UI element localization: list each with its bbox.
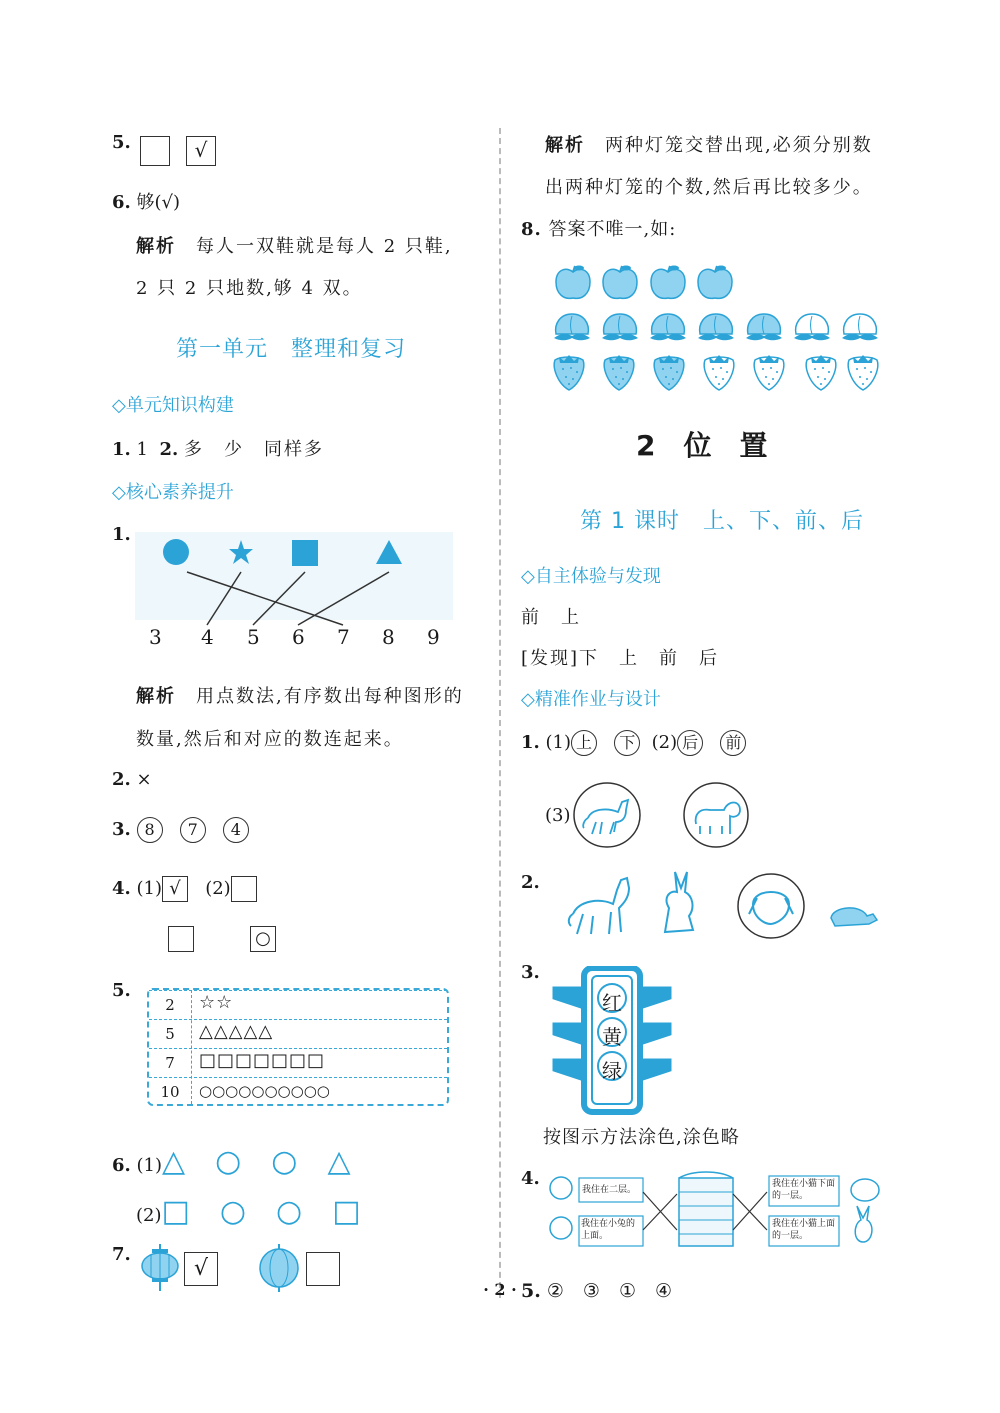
q4-number: 4. <box>112 878 131 899</box>
q2-number: 2. <box>112 769 131 790</box>
answer-box <box>140 136 170 166</box>
r5-number: 5. <box>521 1280 541 1302</box>
speech-bubble: 我住在小兔的上面。 <box>581 1219 636 1241</box>
answer-box <box>231 876 257 902</box>
r1-part1: (1) <box>545 732 572 753</box>
horse-icon <box>569 878 629 934</box>
shape-sequence: □ ○ ○ □ <box>161 1194 361 1229</box>
q6-part2: (2) <box>136 1205 162 1226</box>
jiexi-text: 每人一双鞋就是每人 2 只鞋, <box>196 236 453 257</box>
jiexi-label: 解析 <box>545 135 585 156</box>
speech-bubble: 我住在二层。 <box>582 1185 637 1195</box>
column-divider <box>499 128 501 1298</box>
rabbit-icon <box>665 872 693 932</box>
match-num: 8 <box>382 625 395 649</box>
circled-answer: 7 <box>180 817 206 843</box>
q1-number: 1. <box>112 439 131 460</box>
speech-bubble: 我住在小猫下面的一层。 <box>772 1179 836 1201</box>
q2-number: 2. <box>159 439 179 460</box>
r3-number: 3. <box>521 962 540 983</box>
q8-text: 答案不唯一,如: <box>548 219 677 240</box>
tally-count: 7 <box>165 1054 175 1072</box>
cat-icon <box>550 1177 572 1199</box>
tally-row <box>149 990 447 1020</box>
circled-answer: 上 <box>571 730 597 756</box>
tally-symbols: ☆☆ <box>199 992 234 1013</box>
match-num: 7 <box>337 625 350 649</box>
q4-part1: (1) <box>136 878 163 899</box>
q6-part1: (1) <box>136 1155 163 1176</box>
section-heading: ◇精准作业与设计 <box>521 689 661 710</box>
jiexi-text: 用点数法,有序数出每种图形的 <box>196 686 464 707</box>
match-num: 3 <box>149 625 162 649</box>
lesson-title: 第 1 课时 上、下、前、后 <box>580 509 864 534</box>
traffic-light-label: 红 <box>602 991 622 1015</box>
r4-number: 4. <box>521 1168 540 1189</box>
tally-count: 5 <box>165 1025 175 1043</box>
q4-part2: (2) <box>205 878 231 899</box>
answer-box-checked: √ <box>162 876 188 902</box>
match-number: 1. <box>112 524 131 545</box>
q3-number: 3. <box>112 819 131 840</box>
jiexi-text: 两种灯笼交替出现,必须分别数 <box>605 135 873 156</box>
q5-number: 5. <box>112 132 131 153</box>
q6-number: 6. <box>112 192 131 213</box>
circled-answer: 后 <box>677 730 703 756</box>
r5-answers: ② ③ ① ④ <box>546 1280 673 1302</box>
circled-answer: 前 <box>720 730 746 756</box>
q6-answer: 够(√) <box>136 192 181 213</box>
circled-answer: 下 <box>614 730 640 756</box>
speech-bubble: 我住在小猫上面的一层。 <box>772 1219 836 1241</box>
r3-note: 按图示方法涂色,涂色略 <box>543 1127 740 1148</box>
q7-number: 7. <box>112 1244 131 1265</box>
discover-answer: [发现]下 上 前 后 <box>521 648 720 669</box>
turtle-icon <box>831 908 877 926</box>
discover-answer: 前 上 <box>521 607 581 628</box>
square-shape <box>292 540 318 566</box>
q2-answer: × <box>136 769 152 790</box>
jiexi-label: 解析 <box>136 686 176 707</box>
circled-answer: 4 <box>223 817 249 843</box>
match-num: 6 <box>292 625 305 649</box>
match-num: 4 <box>201 625 214 649</box>
tally-symbols: ○○○○○○○○○○ <box>199 1082 330 1100</box>
horse-icon <box>570 780 644 850</box>
traffic-light-label: 黄 <box>602 1025 622 1049</box>
q1-answer: 1 <box>136 439 148 460</box>
tally-count: 2 <box>165 996 175 1014</box>
answer-box-checked: √ <box>186 136 216 166</box>
monkey-icon <box>550 1217 572 1239</box>
shape-sequence: △ ○ ○ △ <box>162 1144 351 1179</box>
jiexi-text: 2 只 2 只地数,够 4 双。 <box>136 278 363 299</box>
q6-number: 6. <box>112 1155 131 1176</box>
r2-number: 2. <box>521 872 540 893</box>
animals-illustration <box>565 868 885 942</box>
answer-box-checked: √ <box>184 1252 218 1286</box>
circled-answer: 8 <box>137 817 163 843</box>
traffic-light-label: 绿 <box>602 1059 622 1083</box>
unit-title: 第一单元 整理和复习 <box>176 337 407 362</box>
answer-box <box>168 926 194 952</box>
tally-row <box>149 1048 447 1078</box>
jiexi-text: 数量,然后和对应的数连起来。 <box>136 729 404 750</box>
dog-icon <box>680 780 752 850</box>
match-num: 5 <box>247 625 260 649</box>
q2-answer: 多 少 同样多 <box>183 439 324 460</box>
chapter-title: 2 位 置 <box>636 429 768 462</box>
jiexi-text: 出两种灯笼的个数,然后再比较多少。 <box>545 177 873 198</box>
answer-box-circled: ○ <box>250 926 276 952</box>
r1-number: 1. <box>521 732 540 753</box>
section-heading: ◇核心素养提升 <box>112 482 234 503</box>
tally-row <box>149 1019 447 1049</box>
tally-symbols: □□□□□□□ <box>199 1050 326 1071</box>
jiexi-label: 解析 <box>136 236 176 257</box>
r1-part3: (3) <box>545 805 571 826</box>
tally-symbols: △△△△△ <box>199 1021 274 1042</box>
section-heading: ◇单元知识构建 <box>112 395 234 416</box>
match-num: 9 <box>427 625 440 649</box>
circle-shape <box>163 539 189 565</box>
tally-row <box>149 1077 447 1107</box>
elephant-icon <box>851 1179 879 1201</box>
q5-number: 5. <box>112 980 131 1001</box>
r1-part2: (2) <box>651 732 678 753</box>
rabbit-icon <box>855 1206 872 1242</box>
section-heading: ◇自主体验与发现 <box>521 566 661 587</box>
fruit-illustration <box>550 262 890 396</box>
page-number: · 2 · <box>483 1280 517 1299</box>
tally-table <box>147 988 449 1106</box>
tally-count: 10 <box>160 1083 180 1101</box>
dog-icon <box>749 892 793 924</box>
q8-number: 8. <box>521 219 542 240</box>
